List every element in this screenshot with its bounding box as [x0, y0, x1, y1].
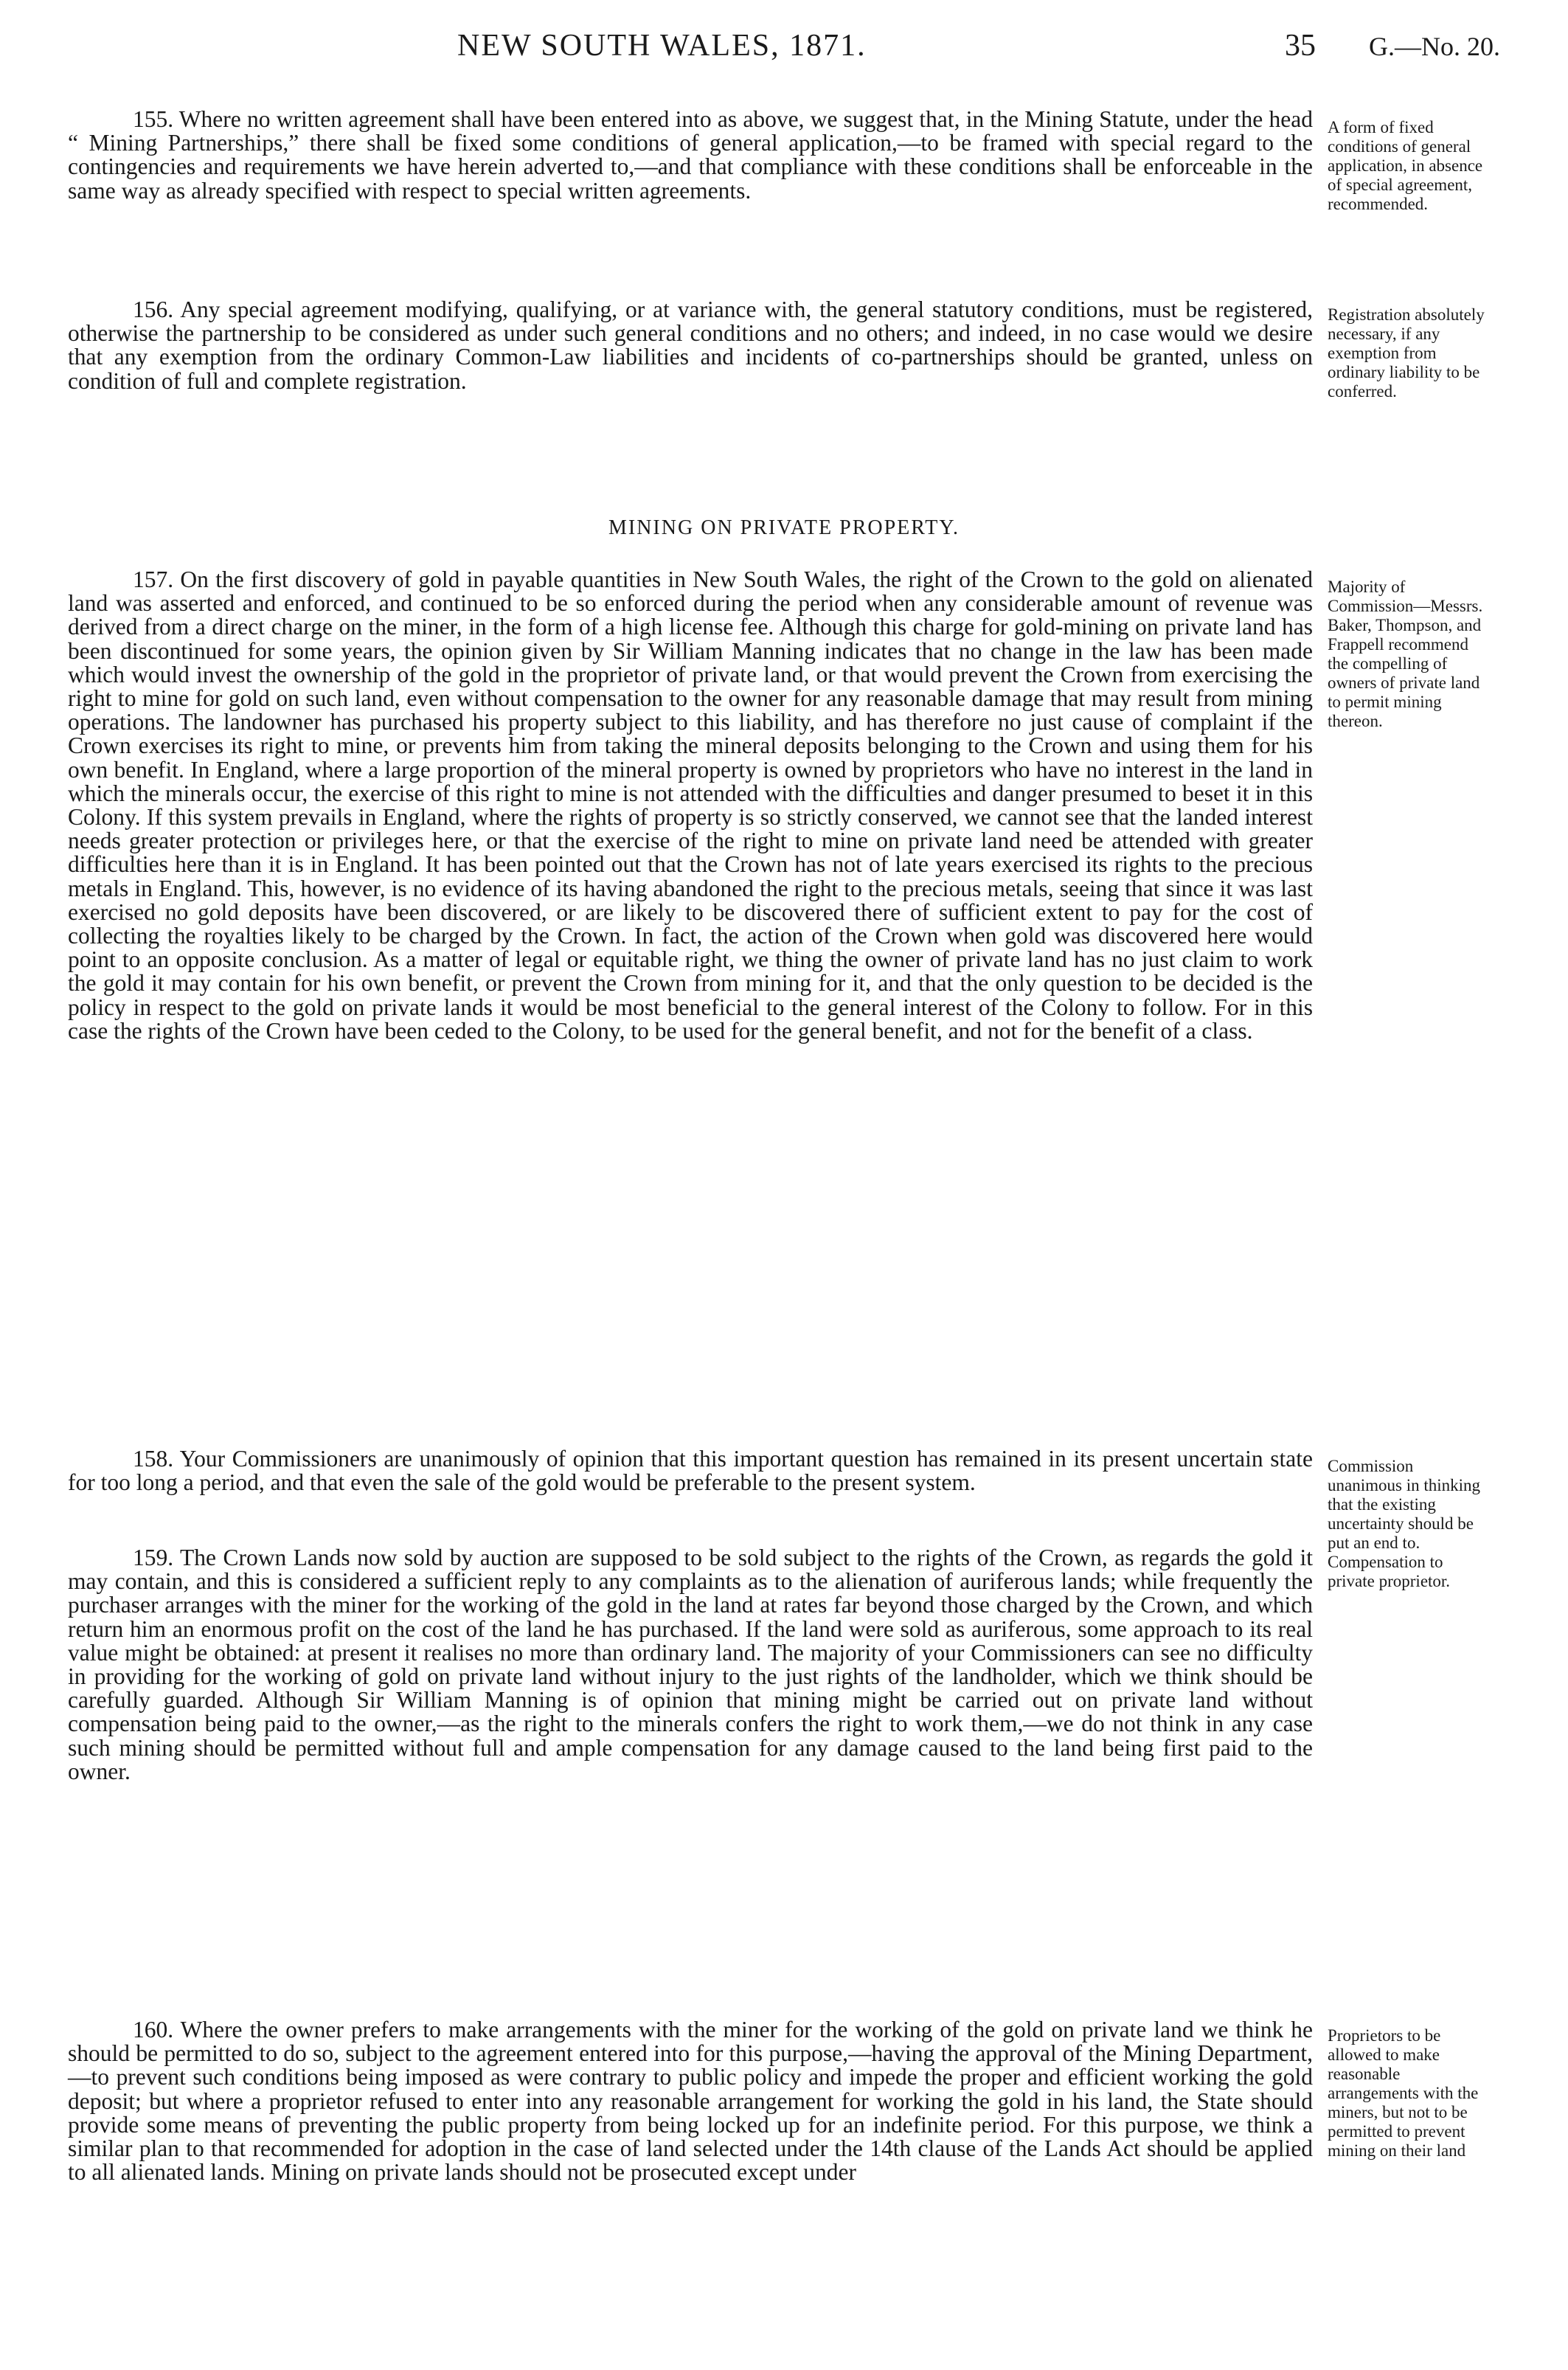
- margin-note-160: Proprietors to be allowed to make reasonable arrangements with the miners, but not to be permitted to prevent mining on their land: [1328, 2026, 1479, 2160]
- margin-note-157: Majority of Commission—Messrs. Baker, Thompson, and Frappell recommend the compelling of owners of private land to permit mining thereon.: [1328, 578, 1483, 730]
- paragraph-156: 156. Any special agreement modifying, qualifying, or at variance with, the general statutory conditions, must be registered, otherwise the partnership to be considered as under such general conditions and no others; and indeed, in no case would we desire that any exemption from the ordinary Common-Law liabilities and incidents of co-partnerships should be granted, unless on condition of full and complete registration.: [68, 297, 1313, 394]
- paragraph-157: 157. On the first discovery of gold in payable quantities in New South Wales, the right of the Crown to the gold on alienated land was asserted and enforced, and continued to be so enforced during the period when any considerable amount of revenue was derived from a direct charge on the miner, in the form of a high license fee. Although this charge for gold-mining on private land has been discontinued for some years, the opinion given by Sir William Manning indicates that no change in the law has been made which would invest the ownership of the gold in the proprietor of private land, or that would prevent the Crown from exercising the right to mine for gold on such land, even without compensation to the owner for any reasonable damage that may result from mining operations. The landowner has purchased his property subject to this liability, and has therefore no just cause of complaint if the Crown exercises its right to mine, or prevents him from taking the mineral deposits belonging to the Crown and using them for his own benefit. In England, where a large proportion of the mineral property is owned by proprietors who have no interest in the land in which the minerals occur, the exercise of this right to mine is not attended with the difficulties and danger presumed to beset it in this Colony. If this system prevails in England, where the rights of property is so strictly conserved, we cannot see that the landed interest needs greater protection or privileges here, or that the exercise of the right to mine on private land need be attended with greater difficulties here than it is in England. It has been pointed out that the Crown has not of late years exercised its rights to the precious metals in England. This, however, is no evidence of its having abandoned the right to the precious metals, seeing that since it was last exercised no gold deposits have been discovered, or are likely to be discovered there of sufficient extent to pay for the cost of collecting the royalties likely to be charged by the Crown. In fact, the action of the Crown when gold was discovered here would point to an opposite conclusion. As a matter of legal or equitable right, we thing the owner of private land has no just claim to work the gold it may contain for his own benefit, or prevent the Crown from mining for it, and that the only question to be decided is the policy in respect to the gold on private lands it would be most beneficial to the general interest of the Colony to follow. For in this case the rights of the Crown have been ceded to the Colony, to be used for the general benefit, and not for the benefit of a class.: [68, 566, 1313, 1044]
- paragraph-158: 158. Your Commissioners are unanimously of opinion that this important question has remained in its present uncertain state for too long a period, and that even the sale of the gold would be preferable to the present system.: [68, 1446, 1313, 1496]
- document-reference: G.—No. 20.: [1369, 32, 1500, 61]
- margin-note-156: Registration absolutely necessary, if any exemption from ordinary liability to be conferred.: [1328, 305, 1485, 401]
- paragraph-160: 160. Where the owner prefers to make arrangements with the miner for the working of the gold on private land we think he should be permitted to do so, subject to the agreement entered into for this purpose,—having the approval of the Mining Department,—to prevent such conditions being imposed as were contrary to public policy and impede the proper and efficient working the gold deposit; but where a proprietor refused to enter into any reasonable arrangement for working the gold in his land, the State should provide some means of preventing the public property from being locked up for an indefinite period. For this purpose, we think a similar plan to that recommended for adoption in the case of land selected under the 14th clause of the Lands Act should be applied to all alienated lands. Mining on private lands should not be prosecuted except under: [68, 2017, 1313, 2186]
- page-title: NEW SOUTH WALES, 1871.: [457, 29, 867, 63]
- margin-note-155: A form of fixed conditions of general application, in absence of special agreement, recommended.: [1328, 118, 1483, 213]
- section-heading: MINING ON PRIVATE PROPERTY.: [608, 516, 960, 539]
- margin-note-158: Commission unanimous in thinking that the existing uncertainty should be put an end to. Compensation to private proprietor.: [1328, 1457, 1480, 1590]
- page-header: [0, 28, 1568, 80]
- paragraph-159: 159. The Crown Lands now sold by auction are supposed to be sold subject to the rights of the Crown, as regards the gold it may contain, and this is considered a sufficient reply to any complaints as to the alienation of auriferous lands; while frequently the purchaser arranges with the miner for the working of the gold in the land at rates far beyond those charged by the Crown, and which return him an enormous profit on the cost of the land he has purchased. If the land were sold as auriferous, some approach to its real value might be obtained: at present it realises no more than ordinary land. The majority of your Commissioners can see no difficulty in providing for the working of gold on private land without injury to the just rights of the landholder, which we think should be carefully guarded. Although Sir William Manning is of opinion that mining might be carried out on private land without compensation being paid to the owner,—as the right to the minerals confers the right to work them,—we do not think in any case such mining should be permitted without full and ample compensation for any damage caused to the land being first paid to the owner.: [68, 1545, 1313, 1784]
- page-number: 35: [1285, 29, 1316, 63]
- paragraph-155: 155. Where no written agreement shall have been entered into as above, we suggest that, in the Mining Statute, under the head “ Mining Partnerships,” there shall be fixed some conditions of general application,—to be framed with special regard to the contingencies and requirements we have herein adverted to,—and that compliance with these conditions shall be enforceable in the same way as already specified with respect to special written agreements.: [68, 106, 1313, 204]
